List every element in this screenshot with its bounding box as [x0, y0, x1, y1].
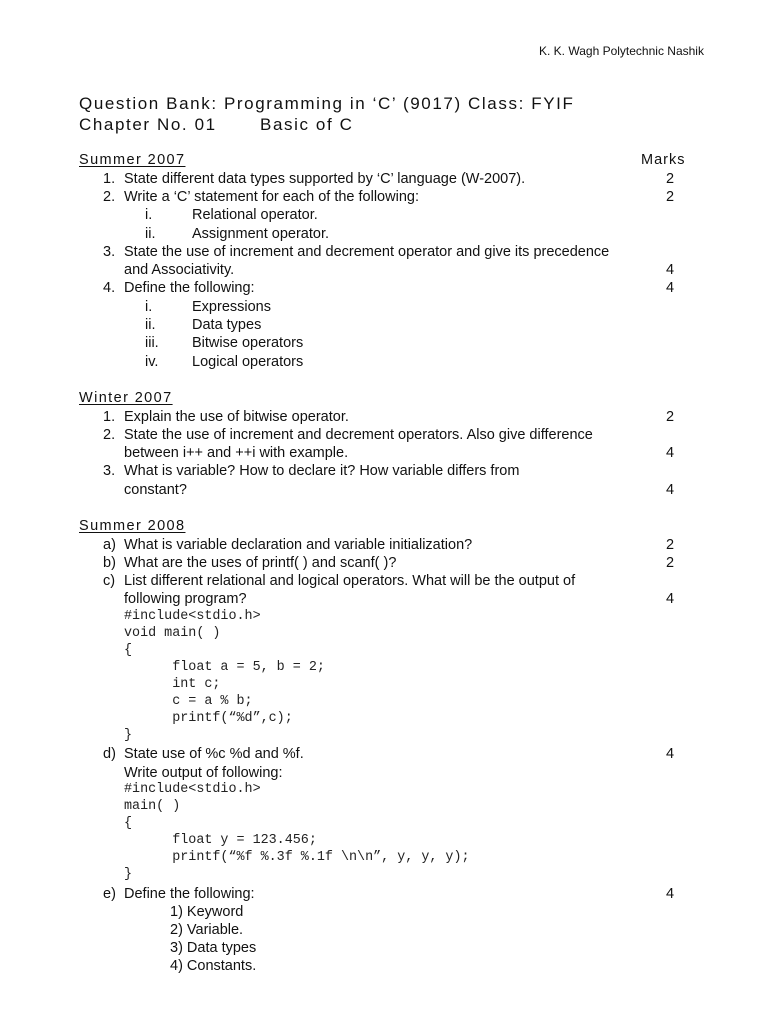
- subitem-text: Logical operators: [192, 354, 304, 370]
- question-text: Write a ‘C’ statement for each of the following:: [124, 189, 419, 205]
- question-number: 4.: [103, 280, 116, 296]
- chapter-name: Basic of C: [260, 115, 354, 134]
- question-marks: 4: [666, 591, 675, 607]
- code-line: printf(“%f %.3f %.1f \n\n”, y, y, y);: [124, 850, 470, 865]
- section-heading-winter-2007: Winter 2007: [79, 390, 173, 406]
- code-line: {: [124, 643, 133, 658]
- section-heading-summer-2008: Summer 2008: [79, 518, 186, 534]
- code-line: void main( ): [124, 626, 221, 641]
- question-text: Define the following:: [124, 886, 255, 902]
- page-title: Question Bank: Programming in ‘C’ (9017) Class: FYIF: [79, 94, 575, 113]
- subitem-text: 4) Constants.: [170, 958, 257, 974]
- subitem-text: Bitwise operators: [192, 335, 304, 351]
- code-line: float a = 5, b = 2;: [124, 660, 325, 675]
- question-marks: 2: [666, 171, 675, 187]
- subitem-text: Expressions: [192, 299, 271, 315]
- section-heading-summer-2007: Summer 2007: [79, 152, 186, 168]
- question-text-line1: List different relational and logical operators. What will be the output of: [124, 573, 576, 589]
- question-marks: 4: [666, 262, 675, 278]
- institution-header: K. K. Wagh Polytechnic Nashik: [539, 44, 704, 58]
- code-line: }: [124, 867, 133, 882]
- code-line: #include<stdio.h>: [124, 782, 261, 797]
- question-number: 3.: [103, 244, 116, 260]
- question-number: 1.: [103, 171, 116, 187]
- question-text: What are the uses of printf( ) and scanf( )?: [124, 555, 397, 571]
- code-line: c = a % b;: [124, 694, 253, 709]
- subitem-text: Assignment operator.: [192, 226, 330, 242]
- question-marks: 2: [666, 555, 675, 571]
- code-line: int c;: [124, 677, 221, 692]
- subitem-text: 1) Keyword: [170, 904, 244, 920]
- subitem-text: 3) Data types: [170, 940, 257, 956]
- code-line: {: [124, 816, 133, 831]
- question-text-line1: State the use of increment and decrement operator and give its precedence: [124, 244, 610, 260]
- subitem-number: ii.: [145, 226, 156, 242]
- code-line: main( ): [124, 799, 181, 814]
- subitem-number: i.: [145, 299, 153, 315]
- question-marks: 4: [666, 886, 675, 902]
- question-marks: 2: [666, 537, 675, 553]
- question-marks: 2: [666, 189, 675, 205]
- question-text-line2: and Associativity.: [124, 262, 235, 278]
- code-line: }: [124, 728, 133, 743]
- question-number: d): [103, 746, 116, 762]
- question-text-line1: What is variable? How to declare it? How variable differs from: [124, 463, 520, 479]
- subitem-text: Relational operator.: [192, 207, 318, 223]
- question-number: b): [103, 555, 116, 571]
- code-line: #include<stdio.h>: [124, 609, 261, 624]
- subitem-number: i.: [145, 207, 153, 223]
- question-text-line1: State use of %c %d and %f.: [124, 746, 304, 762]
- chapter-number: Chapter No. 01: [79, 115, 217, 134]
- question-text-line2: following program?: [124, 591, 247, 607]
- subitem-number: iii.: [145, 335, 159, 351]
- question-text-line2: constant?: [124, 482, 187, 498]
- question-text: Define the following:: [124, 280, 255, 296]
- question-number: c): [103, 573, 116, 589]
- code-line: float y = 123.456;: [124, 833, 317, 848]
- question-number: e): [103, 886, 116, 902]
- question-marks: 2: [666, 409, 675, 425]
- question-marks: 4: [666, 445, 675, 461]
- question-number: 3.: [103, 463, 116, 479]
- question-number: 2.: [103, 189, 116, 205]
- question-marks: 4: [666, 482, 675, 498]
- question-text: State different data types supported by ‘C’ language (W-2007).: [124, 171, 526, 187]
- code-line: printf(“%d”,c);: [124, 711, 293, 726]
- question-text-line1: State the use of increment and decrement operators. Also give difference: [124, 427, 593, 443]
- question-text: Explain the use of bitwise operator.: [124, 409, 349, 425]
- subitem-number: iv.: [145, 354, 159, 370]
- question-number: a): [103, 537, 116, 553]
- question-marks: 4: [666, 280, 675, 296]
- question-text: What is variable declaration and variable initialization?: [124, 537, 473, 553]
- question-number: 2.: [103, 427, 116, 443]
- question-text-line2: between i++ and ++i with example.: [124, 445, 349, 461]
- question-marks: 4: [666, 746, 675, 762]
- question-text-line2: Write output of following:: [124, 765, 283, 781]
- subitem-text: Data types: [192, 317, 262, 333]
- question-number: 1.: [103, 409, 116, 425]
- subitem-number: ii.: [145, 317, 156, 333]
- marks-column-header: Marks: [641, 152, 686, 168]
- subitem-text: 2) Variable.: [170, 922, 244, 938]
